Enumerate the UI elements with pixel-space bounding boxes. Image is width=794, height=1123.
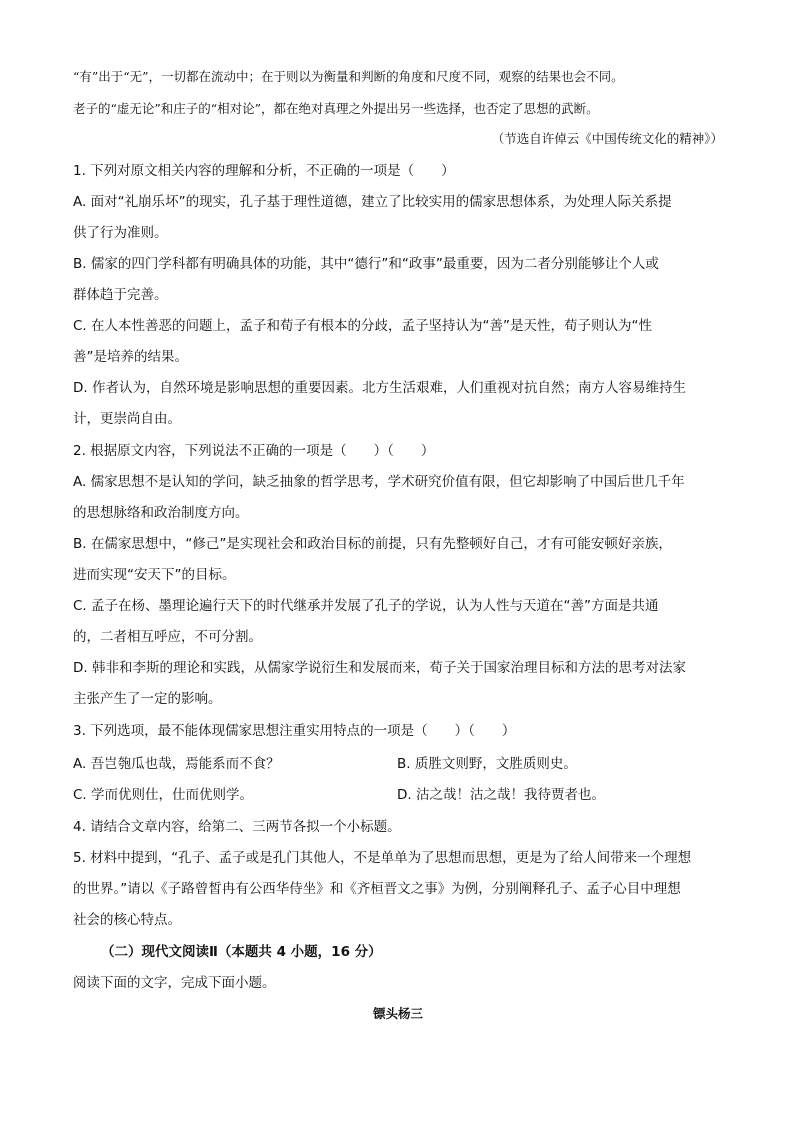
passage-source: （节选自许倬云《中国传统文化的精神》）: [491, 131, 723, 146]
question-1-option-a-cont: 供了行为准则。: [73, 225, 168, 241]
question-1-option-b-cont: 群体趋于完善。: [73, 287, 168, 303]
question-2-stem: 2. 根据原文内容，下列说法不正确的一项是（ ）（ ）: [73, 443, 435, 459]
question-1-option-d-cont: 计，更崇尚自由。: [73, 411, 181, 427]
question-2-option-b: B. 在儒家思想中，“修己”是实现社会和政治目标的前提，只有先整顿好自己，才有可能安顿好亲族，: [73, 536, 672, 552]
question-2-option-a: A. 儒家思想不是认知的学问，缺乏抽象的哲学思考，学术研究价值有限，但它却影响了中国后世几千年: [73, 474, 685, 490]
question-1-option-a: A. 面对“礼崩乐坏”的现实，孔子基于理性道德，建立了比较实用的儒家思想体系，为处理人际关系提: [73, 194, 672, 210]
question-2-option-d: D. 韩非和李斯的理论和实践，从儒家学说衍生和发展而来，荀子关于国家治理目标和方法的思考对法家: [73, 660, 686, 676]
question-2-option-a-cont: 的思想脉络和政治制度方向。: [73, 505, 249, 521]
question-3-option-b: B. 质胜文则野，文胜质则史。: [397, 756, 577, 772]
question-5-stem: 5. 材料中提到，“孔子、孟子或是孔门其他人，不是单单为了思想而思想，更是为了给人间带来一个理想: [73, 850, 692, 866]
question-4-stem: 4. 请结合文章内容，给第二、三两节各拟一个小标题。: [73, 819, 401, 835]
passage-line: 老子的“虚无论”和庄子的“相对论”，都在绝对真理之外提出另一些选择，也否定了思想的武断。: [73, 101, 599, 116]
question-1-option-c-cont: 善”是培养的结果。: [73, 349, 188, 365]
question-1-option-c: C. 在人本性善恶的问题上，孟子和荀子有根本的分歧，孟子坚持认为“善”是天性，荀子则认为“性: [73, 318, 652, 334]
question-3-option-c: C. 学而优则仕，仕而优则学。: [73, 787, 254, 803]
question-3-stem: 3. 下列选项，最不能体现儒家思想注重实用特点的一项是（ ）（ ）: [73, 723, 516, 739]
question-5-stem-cont: 社会的核心特点。: [73, 912, 181, 928]
section-instruction: 阅读下面的文字，完成下面小题。: [73, 975, 276, 991]
question-2-option-c: C. 孟子在杨、墨理论遍行天下的时代继承并发展了孔子的学说，认为人性与天道在“善”方面是共通: [73, 598, 659, 614]
question-1-option-b: B. 儒家的四门学科都有明确具体的功能，其中“德行”和“政事”最重要，因为二者分别能够让个人或: [73, 256, 659, 272]
question-2-option-d-cont: 主张产生了一定的影响。: [73, 691, 222, 707]
question-5-stem-cont: 的世界。”请以《子路曾皙冉有公西华侍坐》和《齐桓晋文之事》为例，分别阐释孔子、孟子心目中理想: [73, 881, 681, 897]
question-2-option-b-cont: 进而实现“安天下”的目标。: [73, 567, 236, 583]
question-3-option-a: A. 吾岂匏瓜也哉，焉能系而不食？: [73, 756, 280, 772]
question-1-option-d: D. 作者认为，自然环境是影响思想的重要因素。北方生活艰难，人们重视对抗自然；南方人容易维持生: [73, 380, 686, 396]
passage-line: “有”出于“无”，一切都在流动中；在于则以为衡量和判断的角度和尺度不同，观察的结果也会不同。: [73, 69, 624, 84]
question-3-option-d: D. 沽之哉！沽之哉！我待贾者也。: [397, 787, 605, 803]
article-title: 镖头杨三: [372, 1006, 423, 1021]
question-2-option-c-cont: 的，二者相互呼应，不可分割。: [73, 629, 262, 645]
section-heading: （二）现代文阅读Ⅱ（本题共 4 小题，16 分）: [101, 944, 382, 960]
question-1-stem: 1. 下列对原文相关内容的理解和分析，不正确的一项是（ ）: [73, 163, 455, 179]
